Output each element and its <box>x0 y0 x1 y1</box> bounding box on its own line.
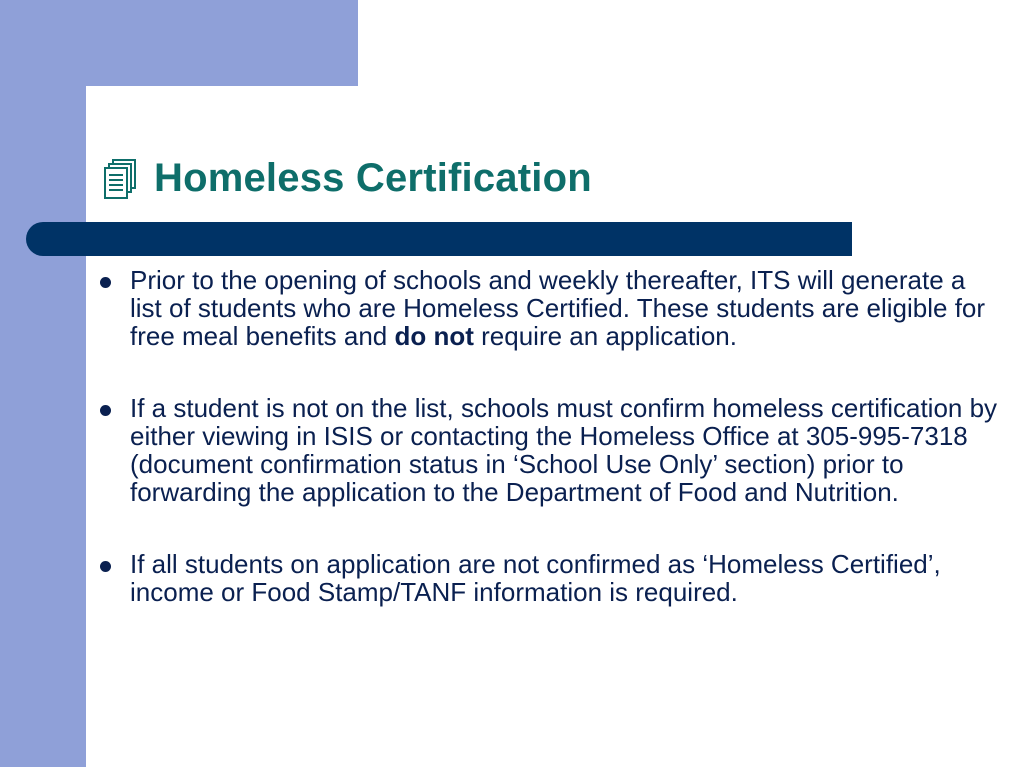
document-stack-icon <box>100 158 140 202</box>
slide-title: Homeless Certification <box>154 155 592 200</box>
bullet-text: If a student is not on the list, schools must confirm homeless certification by either viewing in ISIS or contacting the Homeless Office at 305-995-7318 (document confirmation status in ‘School Use Only’ section) prior to forwarding the application to the Department of Food and Nutrition. <box>130 393 998 507</box>
bullet-dot-icon <box>100 561 111 572</box>
bullet-item <box>96 266 1001 350</box>
bullet-bold-text: do not <box>394 321 474 351</box>
bullet-item <box>96 394 1001 506</box>
bullet-text: If all students on application are not confirmed as ‘Homeless Certified’, income or Food Stamp/TANF information is required. <box>130 549 941 607</box>
bullet-text: Prior to the opening of schools and weekly thereafter, ITS will generate a list of students who are Homeless Certified. These students are eligible for free meal benefits and <box>130 265 986 351</box>
bullet-dot-icon <box>100 277 111 288</box>
corner-panel <box>0 0 358 86</box>
bullet-text: require an application. <box>473 321 737 351</box>
title-bar <box>26 222 852 256</box>
bullet-list <box>96 266 1001 650</box>
bullet-item <box>96 550 1001 606</box>
title-row <box>100 148 592 208</box>
side-panel <box>0 0 86 767</box>
bullet-dot-icon <box>100 405 111 416</box>
